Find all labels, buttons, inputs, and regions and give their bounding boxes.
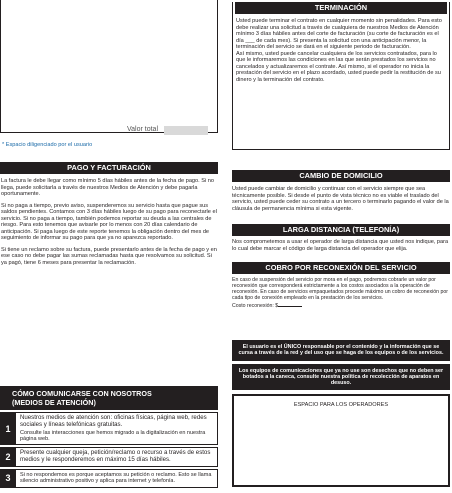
comunicarse-title-2: (MEDIOS DE ATENCIÓN) <box>12 397 96 407</box>
row-1-main: Nuestros medios de atención son: oficinas físicas, página web, redes sociales y líneas telefónicas gratuitas. <box>20 414 207 428</box>
terminacion-text-1: Usted puede terminar el contrato en cualquier momento sin penalidades. Para esto debe realizar una solicitud a través de cualquiera de nuestros Medios de Atención mínimo 3 días hábiles antes del corte de facturación (su corte de facturación es el día ___ de cada mes). Si presenta la solicitud con una anticipación menor, la terminación del servicio se dará en el siguiente periodo de facturación. <box>236 18 442 50</box>
desechos-box: Los equipos de comunicaciones que ya no use son desechos que no deben ser botados a la caneca, consulte nuestra política de recolección de aparatos en desuso. <box>232 364 450 391</box>
number-badge: 1 <box>0 412 16 445</box>
cobro-header: COBRO POR RECONEXIÓN DEL SERVICIO <box>232 262 450 274</box>
comunicarse-row-2 <box>0 447 218 467</box>
costo-reconexion <box>232 301 450 310</box>
user-footnote: * Espacio diligenciado por el usuario <box>2 142 93 148</box>
row-1-note: Consulte las interacciones que hemos migrado a la digitalización en nuestra página web. <box>20 429 206 442</box>
costo-reconexion-field[interactable] <box>278 301 302 307</box>
costo-reconexion-label: Costo reconexión: $ <box>232 303 279 309</box>
pago-paragraph-2: Si no paga a tiempo, previo aviso, suspenderemos su servicio hasta que pague sus saldos pendientes. Contamos con 3 días hábiles luego de su pago para reconectarle el servicio. Si no paga a tiempo, también podemos reportar su deuda a las centrales de riesgo. Para esto tenemos que avisarle por lo menos con 20 días calendario de anticipación. Si paga luego de este reporte tenemos la obligación dentro del mes de seguimiento de informar su pago para que ya no aparezca reportado. <box>1 202 217 241</box>
valor-total-label: Valor total <box>127 126 158 133</box>
operadores-label: ESPACIO PARA LOS OPERADORES <box>293 402 389 408</box>
comunicarse-row-1 <box>0 412 218 445</box>
terminacion-box <box>232 2 450 150</box>
terminacion-header: TERMINACIÓN <box>235 2 447 14</box>
valor-total-row <box>0 125 218 137</box>
row-2-main: Presente cualquier queja, petición/reclamo o recurso a través de estos medios y le responderemos en máximo 15 días hábiles. <box>20 449 211 464</box>
terminacion-text-2: Así mismo, usted puede cancelar cualquiera de los servicios contratados, para lo que le informaremos las condiciones en las que serán prestados los servicios no cancelados y actualizaremos el contrate. Así mismo, si el operador no inicia la prestación del servicio en el plazo acordado, usted puede pedir la restitución de su dinero y la terminación del contrato. <box>236 50 441 83</box>
valor-total-field[interactable] <box>164 126 208 135</box>
comunicarse-title-1: CÓMO COMUNICARSE CON NOSOTROS <box>12 389 152 398</box>
cobro-text: En caso de suspensión del servicio por mora en el pago, podremos cobrarle un valor por reconexión que corresponderá estrictamente a los costos asociados a la operación de reconexión. En caso de servicios empaquetados procede máximo un cobro de reconexión por cada tipo de conexión empleado en la prestación de los servicios. <box>232 277 448 301</box>
operadores-box[interactable] <box>232 394 450 487</box>
comunicarse-header <box>0 386 218 410</box>
larga-header: LARGA DISTANCIA (TELEFONÍA) <box>232 224 450 236</box>
pago-paragraph-3: Si tiene un reclamo sobre su factura, puede presentarlo antes de la fecha de pago y en ese caso no debe pagar las sumas reclamadas hasta que resolvamos su solicitud. Si ya pagó, tiene 6 meses para presentar la reclamación. <box>1 246 217 266</box>
number-badge: 2 <box>0 447 16 467</box>
number-badge: 3 <box>0 469 16 488</box>
cambio-header: CAMBIO DE DOMICILIO <box>232 170 450 182</box>
pago-paragraph-1: La factura le debe llegar como mínimo 5 días hábiles antes de la fecha de pago. Si no llega, puede solicitarla a través de nuestros Medios de Atención y debe pagarla oportunamente. <box>1 178 215 197</box>
cambio-text: Usted puede cambiar de domicilio y continuar con el servicio siempre que sea técnicamente posible. Si desde el punto de vista técnico no es viable el traslado del servicio, usted puede ceder su contrato a un tercero o terminarlo pagando el valor de la cláusula de permanencia mínima si esta vigente. <box>232 186 449 212</box>
responsabilidad-box: El usuario es el ÚNICO responsable por el contenido y la información que se cursa a través de la red y del uso que se haga de los equipos o de los servicios. <box>232 340 450 361</box>
larga-text: Nos comprometemos a usar el operador de larga distancia que usted nos indique, para lo cual debe marcar el código de larga distancia del operador que elija. <box>232 239 449 252</box>
pago-header: PAGO Y FACTURACIÓN <box>0 162 218 174</box>
comunicarse-row-3 <box>0 469 218 488</box>
blank-contract-box <box>0 0 218 133</box>
row-3-main: Si no respondemos es porque aceptamos su petición o reclamo. Esto se llama silencio administrativo positivo y aplica para internet y telefonía. <box>20 472 212 485</box>
